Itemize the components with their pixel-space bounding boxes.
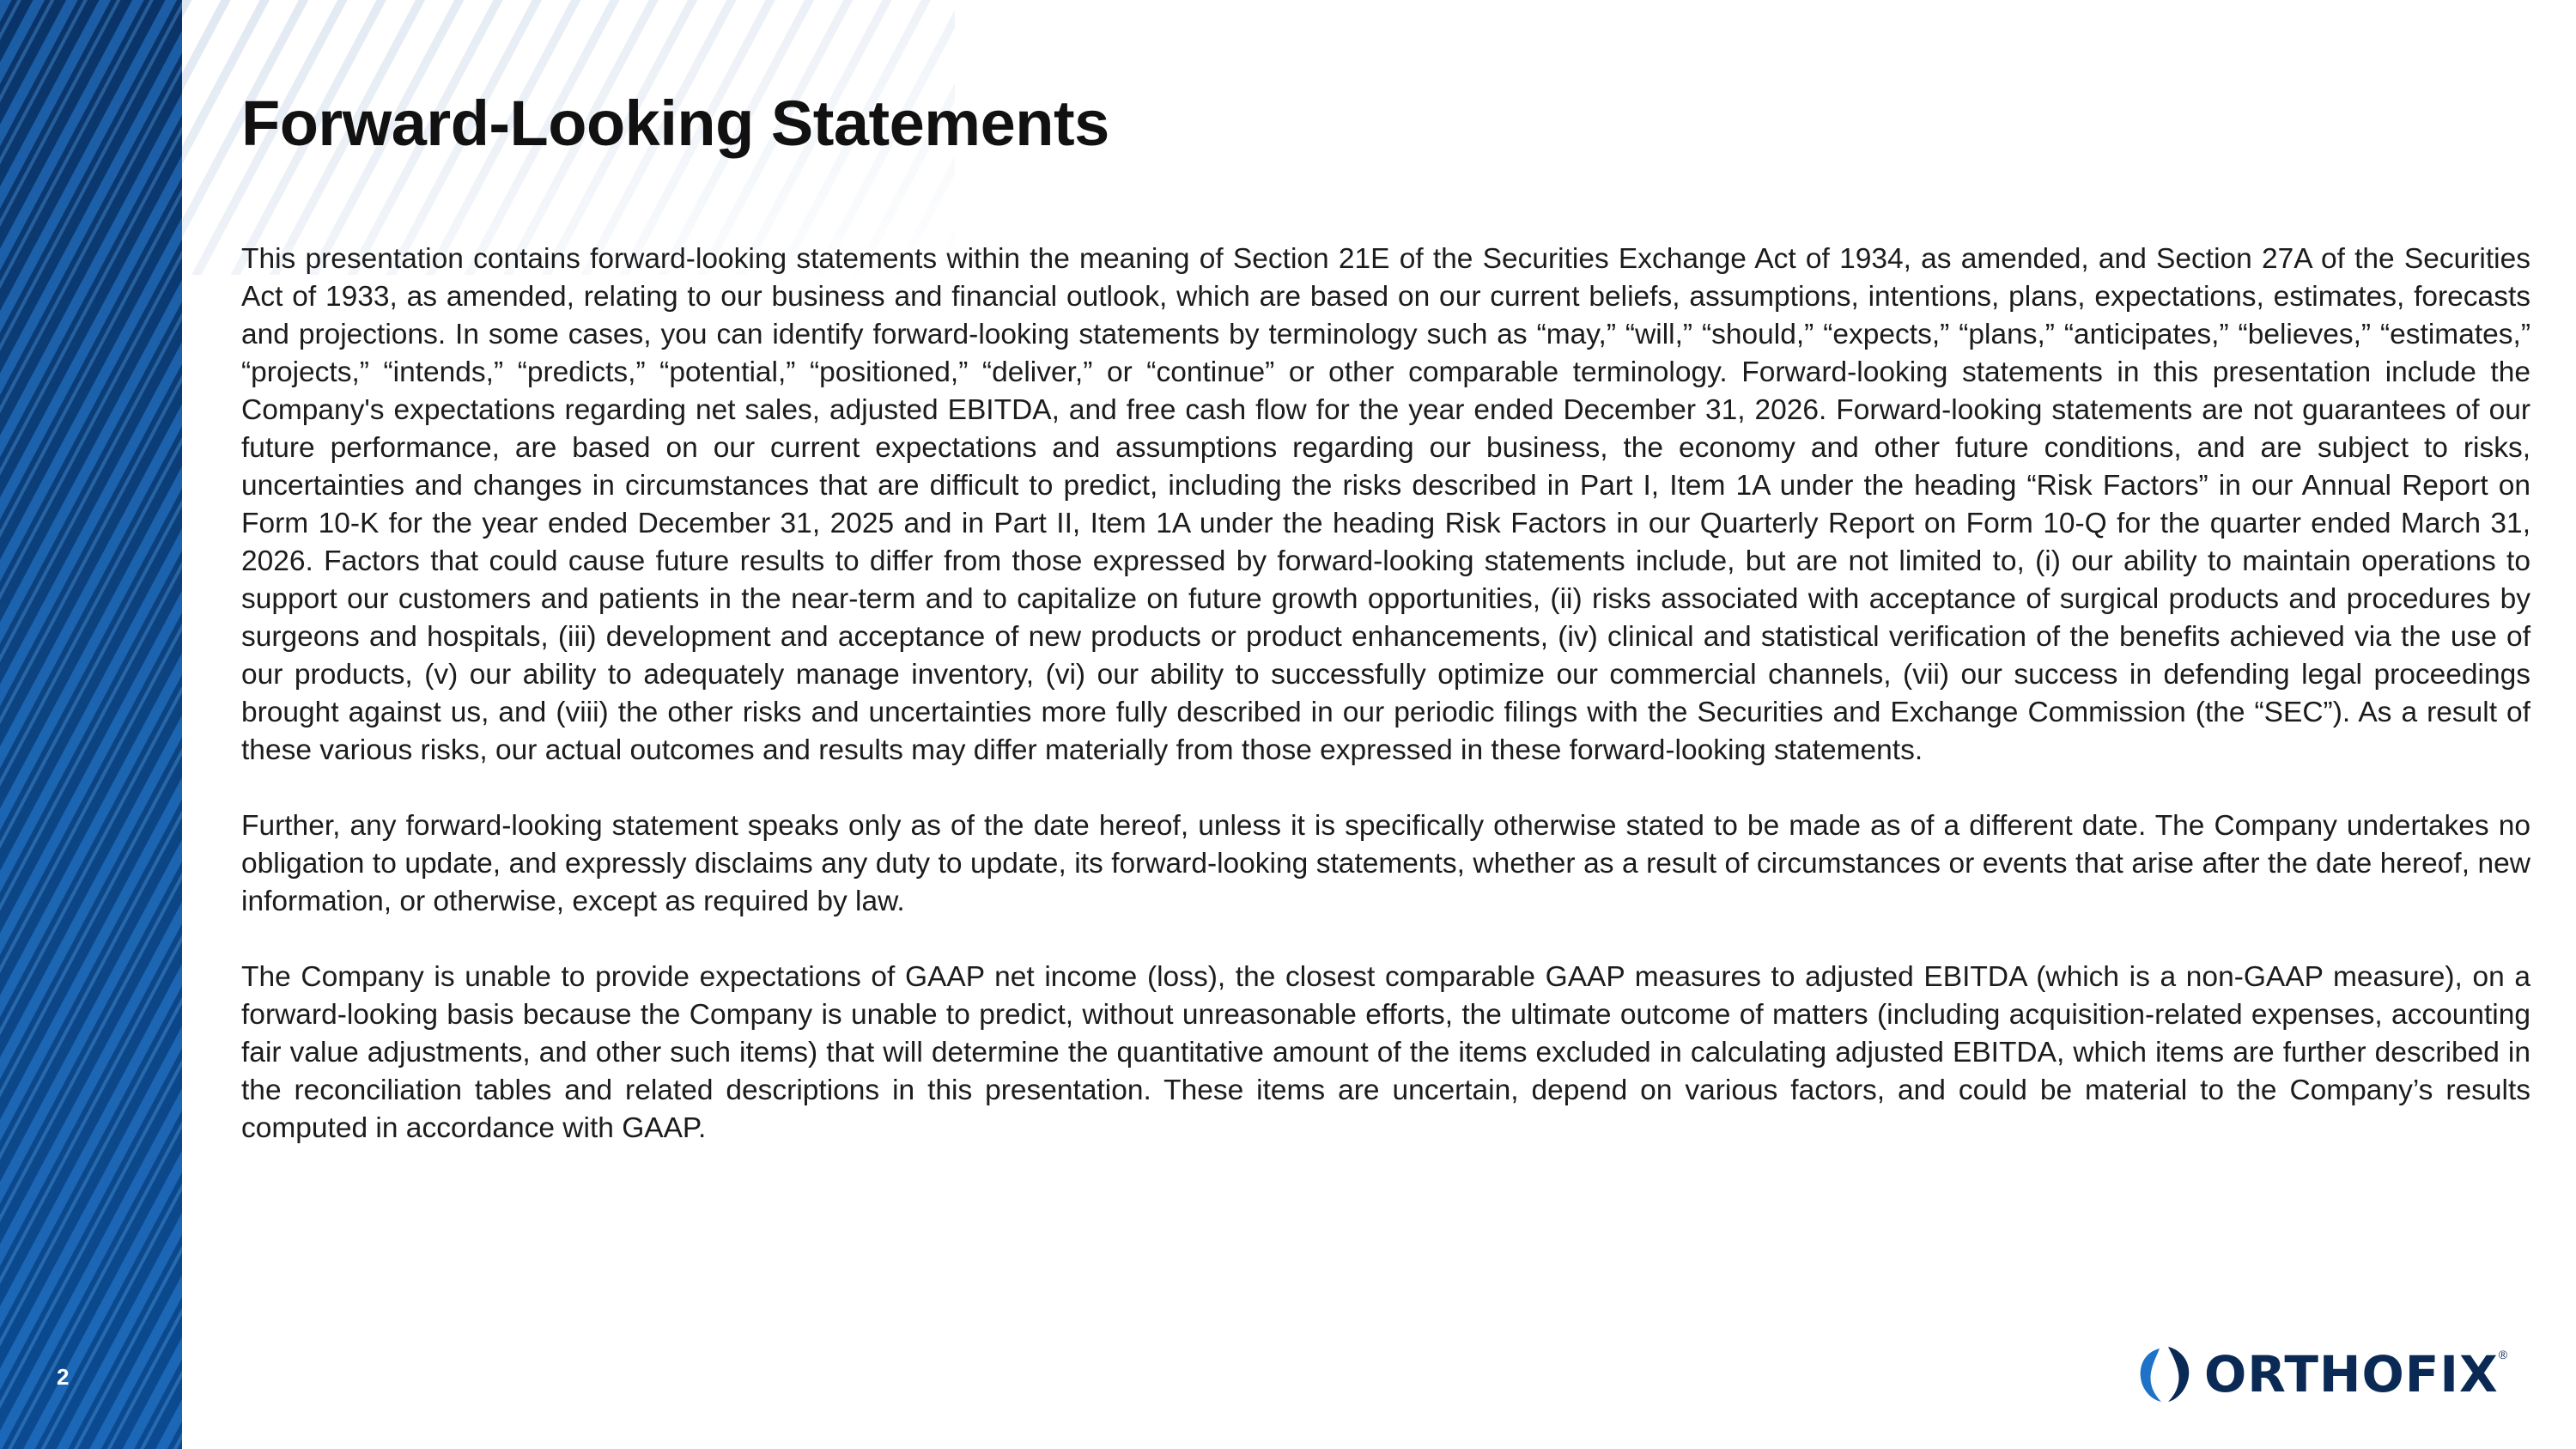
orthofix-logo <box>2134 1344 2530 1404</box>
logo-wordmark: ORTHOFIX <box>2204 1345 2499 1403</box>
page-number: 2 <box>57 1364 70 1390</box>
disclaimer-body <box>241 240 2530 1185</box>
sidebar-stripe-pattern <box>0 0 182 1449</box>
paragraph-no-obligation: Further, any forward-looking statement speaks only as of the date hereof, unless it is specifically otherwise stated to be made as of a different date. The Company undertakes no obligation to update, and expressly disclaims any duty to update, its forward-looking statements, whether as a result of circumstances or events that arise after the date hereof, new information, or otherwise, except as required by law. <box>241 810 2530 917</box>
paragraph-non-gaap: The Company is unable to provide expectations of GAAP net income (loss), the closest comparable GAAP measures to adjusted EBITDA (which is a non-GAAP measure), on a forward-looking basis because the Company is unable to predict, without unreasonable efforts, the ultimate outcome of matters (including acquisition-related expenses, accounting fair value adjustments, and other such items) that will determine the quantitative amount of the items excluded in calculating adjusted EBITDA, which items are further described in the reconciliation tables and related descriptions in this presentation. These items are uncertain, depend on various factors, and could be material to the Company’s results computed in accordance with GAAP. <box>241 961 2530 1144</box>
slide-title: Forward-Looking Statements <box>241 88 1109 159</box>
paragraph-forward-looking: This presentation contains forward-looking statements within the meaning of Section 21E of the Securities Exchange Act of 1934, as amended, and Section 27A of the Securities Act of 1933, as amended, relating to our business and financial outlook, which are based on our current beliefs, assumptions, intentions, plans, expectations, estimates, forecasts and projections. In some cases, you can identify forward-looking statements by terminology such as “may,” “will,” “should,” “expects,” “plans,” “anticipates,” “believes,” “estimates,” “projects,” “intends,” “predicts,” “potential,” “positioned,” “deliver,” or “continue” or other comparable terminology. Forward-looking statements in this presentation include the Company's expectations regarding net sales, adjusted EBITDA, and free cash flow for the year ended December 31, 2026. Forward-looking statements are not guarantees of our future performance, are based on our current expectations and assumptions regarding our business, the economy and other future conditions, and are subject to risks, uncertainties and changes in circumstances that are difficult to predict, including the risks described in Part I, Item 1A under the heading “Risk Factors” in our Annual Report on Form 10-K for the year ended December 31, 2025 and in Part II, Item 1A under the heading Risk Factors in our Quarterly Report on Form 10-Q for the quarter ended March 31, 2026. Factors that could cause future results to differ from those expressed by forward-looking statements include, but are not limited to, (i) our ability to maintain operations to support our customers and patients in the near-term and to capitalize on future growth opportunities, (ii) risks associated with acceptance of surgical products and procedures by surgeons and hospitals, (iii) development and acceptance of new products or product enhancements, (iv) clinical and statistical verification of the benefits achieved via the use of our products, (v) our ability to adequately manage inventory, (vi) our ability to successfully optimize our commercial channels, (vii) our success in defending legal proceedings brought against us, and (viii) the other risks and uncertainties more fully described in our periodic filings with the Securities and Exchange Commission (the “SEC”). As a result of these various risks, our actual outcomes and results may differ materially from those expressed in these forward-looking statements. <box>241 243 2530 766</box>
decorative-sidebar <box>0 0 182 1449</box>
orthofix-logo-icon <box>2134 1343 2196 1405</box>
registered-mark: ® <box>2498 1348 2508 1361</box>
